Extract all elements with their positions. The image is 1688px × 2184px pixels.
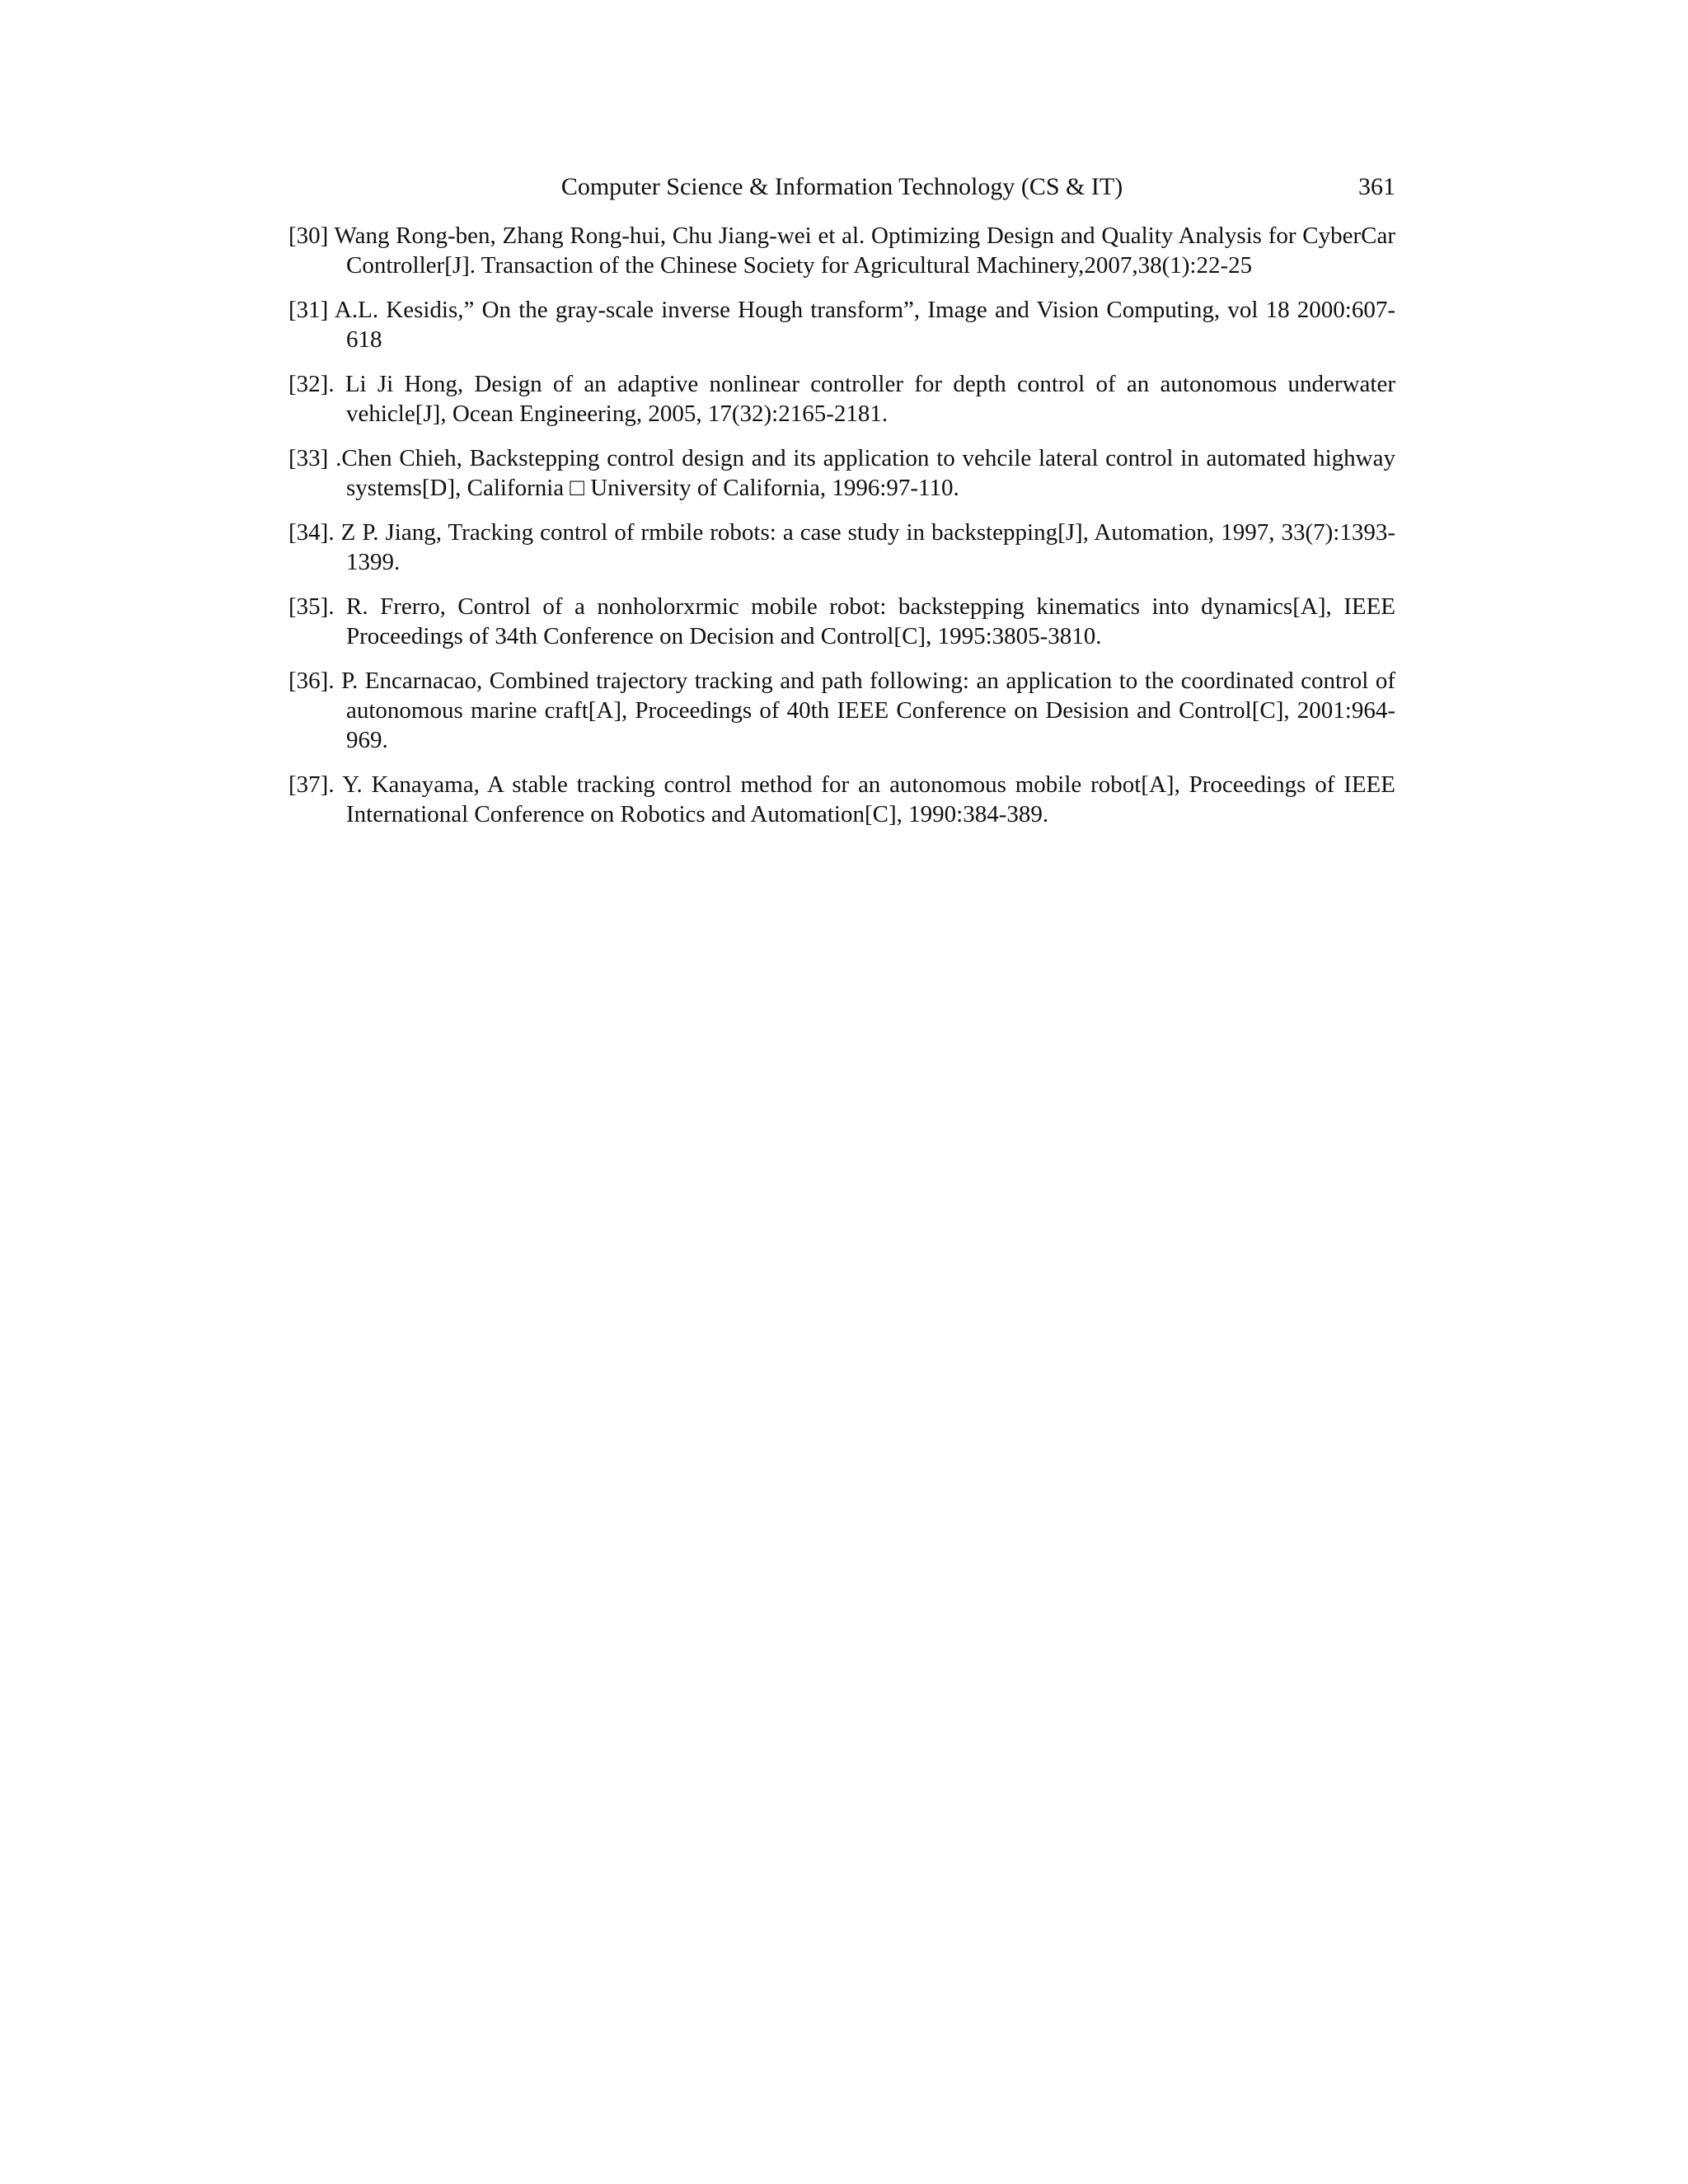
- reference-item: [33] .Chen Chieh, Backstepping control design and its application to vehcile lateral control in automated highway systems[D], California □ University of California, 1996:97-110.: [288, 445, 1395, 501]
- reference-item: [37]. Y. Kanayama, A stable tracking control method for an autonomous mobile robot[A], Proceedings of IEEE International Conference on Robotics and Automation[C], 1990:384-389.: [288, 771, 1395, 827]
- reference-item: [30] Wang Rong-ben, Zhang Rong-hui, Chu Jiang-wei et al. Optimizing Design and Quality Analysis for CyberCar Controller[J]. Transaction of the Chinese Society for Agricultural Machinery,2007,38(1):22-25: [288, 223, 1395, 279]
- reference-item: [36]. P. Encarnacao, Combined trajectory tracking and path following: an application to the coordinated control of autonomous marine craft[A], Proceedings of 40th IEEE Conference on Desision and Control[C], 2001:964-969.: [288, 668, 1395, 753]
- reference-item: [34]. Z P. Jiang, Tracking control of rmbile robots: a case study in backstepping[J], Automation, 1997, 33(7):1393-1399.: [288, 519, 1395, 575]
- journal-title: Computer Science & Information Technology (CS & IT): [560, 173, 1123, 200]
- running-header: [288, 170, 1395, 204]
- page-number: 361: [1358, 173, 1395, 200]
- reference-item: [35]. R. Frerro, Control of a nonholorxrmic mobile robot: backstepping kinematics into dynamics[A], IEEE Proceedings of 34th Conference on Decision and Control[C], 1995:3805-3810.: [288, 593, 1395, 649]
- reference-item: [32]. Li Ji Hong, Design of an adaptive nonlinear controller for depth control of an autonomous underwater vehicle[J], Ocean Engineering, 2005, 17(32):2165-2181.: [288, 371, 1395, 427]
- reference-list: [288, 221, 1395, 844]
- reference-item: [31] A.L. Kesidis,” On the gray-scale inverse Hough transform”, Image and Vision Computing, vol 18 2000:607-618: [288, 297, 1395, 353]
